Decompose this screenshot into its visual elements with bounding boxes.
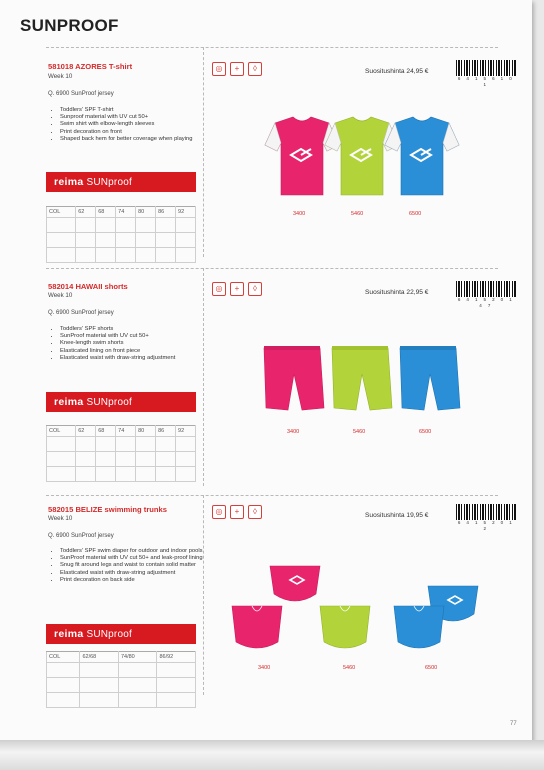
- size-cell: 86: [156, 207, 176, 218]
- product-week: Week 10: [48, 515, 73, 522]
- table-row: [47, 437, 196, 452]
- size-table: [46, 425, 196, 482]
- feature-item: • Toddlers' SPF swim diaper for outdoor and indoor pools: [60, 548, 210, 555]
- size-header-row: [47, 652, 196, 663]
- color-code: 6500: [425, 665, 438, 671]
- size-cell: 80: [136, 426, 156, 437]
- barcode-number: 6 4 1 5 2 0 1 4 7: [457, 297, 515, 308]
- price: Suositushinta 24,95 €: [365, 68, 429, 75]
- table-row: [47, 467, 196, 482]
- size-cell: 92: [176, 207, 196, 218]
- cross-icon: +: [230, 505, 244, 519]
- feature-item: • Elasticated waist with draw-string adjustment: [60, 355, 210, 362]
- color-code: 5460: [351, 211, 364, 217]
- table-row: [47, 678, 196, 693]
- feature-item: • Swim shirt with elbow-length sleeves: [60, 121, 210, 128]
- care-icons: [212, 62, 262, 76]
- trunks-lime-front: [320, 606, 370, 648]
- product-material: Q. 6900 SunProof jersey: [48, 533, 114, 539]
- reima-sunproof-logo: reima SUNproof: [46, 172, 196, 192]
- shorts-images: [262, 342, 472, 422]
- care-icons: [212, 505, 262, 519]
- table-row: [47, 452, 196, 467]
- table-row: [47, 218, 196, 233]
- feature-item: • SunProof material with UV cut 50+: [60, 333, 210, 340]
- feature-item: • Snug fit around legs and waist to contain solid matter: [60, 562, 210, 569]
- cross-icon: +: [230, 282, 244, 296]
- product-week: Week 10: [48, 73, 73, 80]
- barcode-number: 6 4 1 5 6 1 0 1: [457, 76, 515, 87]
- trunks-blue-front: [394, 606, 444, 648]
- size-cell: 74: [116, 207, 136, 218]
- product-material: Q. 6900 SunProof jersey: [48, 310, 114, 316]
- color-code: 5460: [353, 429, 366, 435]
- uv-icon: ◎: [212, 62, 226, 76]
- drop-icon: ◊: [248, 505, 262, 519]
- section-divider: [46, 495, 498, 496]
- size-cell: 68: [96, 207, 116, 218]
- size-cell: 62: [76, 207, 96, 218]
- feature-item: • Knee-length swim shorts: [60, 340, 210, 347]
- price: Suositushinta 19,95 €: [365, 512, 429, 519]
- size-table: [46, 206, 196, 263]
- size-cell: 92: [176, 426, 196, 437]
- price: Suositushinta 22,95 €: [365, 289, 429, 296]
- trunks-pink-back: [270, 566, 320, 601]
- product-title: 582015 BELIZE swimming trunks: [48, 505, 168, 514]
- tshirt-blue: [385, 117, 459, 195]
- cross-icon: +: [230, 62, 244, 76]
- swim-trunks-images: [230, 562, 480, 657]
- col-label: COL: [47, 652, 80, 663]
- size-cell: 86/92: [157, 652, 196, 663]
- shorts-pink: [264, 346, 324, 410]
- reima-sunproof-logo: reima SUNproof: [46, 624, 196, 644]
- drop-icon: ◊: [248, 62, 262, 76]
- color-code: 6500: [419, 429, 432, 435]
- section-divider: [46, 47, 498, 48]
- color-code: 3400: [293, 211, 306, 217]
- feature-list: [48, 326, 210, 362]
- tshirt-pink: [265, 117, 339, 195]
- col-label: COL: [47, 426, 76, 437]
- column-divider: [203, 268, 204, 486]
- product-material: Q. 6900 SunProof jersey: [48, 91, 114, 97]
- feature-item: • Print decoration on front: [60, 129, 210, 136]
- product-title: 582014 HAWAII shorts: [48, 282, 128, 291]
- size-header-row: [47, 207, 196, 218]
- feature-list: [48, 107, 210, 143]
- column-divider: [203, 47, 204, 257]
- barcode-number: 6 4 1 5 2 0 1 2: [457, 520, 515, 531]
- trunks-pink-front: [232, 606, 282, 648]
- page-number: 77: [510, 721, 517, 727]
- size-cell: 62/68: [80, 652, 119, 663]
- color-code: 5460: [343, 665, 356, 671]
- color-code: 3400: [287, 429, 300, 435]
- feature-item: • Elasticated lining on front piece: [60, 348, 210, 355]
- feature-item: • SunProof material with UV cut 50+ and leak-proof lining: [60, 555, 210, 562]
- size-cell: 74: [116, 426, 136, 437]
- reima-sunproof-logo: reima SUNproof: [46, 392, 196, 412]
- size-cell: 74/80: [118, 652, 157, 663]
- section-divider: [46, 268, 498, 269]
- care-icons: [212, 282, 262, 296]
- barcode: [456, 60, 516, 87]
- feature-list: [48, 548, 210, 584]
- size-header-row: [47, 426, 196, 437]
- feature-item: • Toddlers' SPF shorts: [60, 326, 210, 333]
- product-title: 581018 AZORES T-shirt: [48, 62, 133, 71]
- color-code: 6500: [409, 211, 422, 217]
- page-binding: [0, 740, 544, 770]
- barcode: [456, 504, 516, 531]
- shorts-blue: [400, 346, 460, 410]
- size-table: [46, 651, 196, 708]
- size-cell: 80: [136, 207, 156, 218]
- table-row: [47, 693, 196, 708]
- feature-item: • Sunproof material with UV cut 50+: [60, 114, 210, 121]
- table-row: [47, 233, 196, 248]
- feature-item: • Toddlers' SPF T-shirt: [60, 107, 210, 114]
- table-row: [47, 248, 196, 263]
- feature-item: • Shaped back hem for better coverage when playing: [60, 136, 210, 143]
- size-cell: 62: [76, 426, 96, 437]
- product-week: Week 10: [48, 292, 73, 299]
- page-title: SUNPROOF: [20, 16, 119, 35]
- size-cell: 68: [96, 426, 116, 437]
- col-label: COL: [47, 207, 76, 218]
- color-code: 3400: [258, 665, 271, 671]
- uv-icon: ◎: [212, 282, 226, 296]
- feature-item: • Elasticated waist with draw-string adjustment: [60, 570, 210, 577]
- drop-icon: ◊: [248, 282, 262, 296]
- barcode: [456, 281, 516, 308]
- tshirt-images: [255, 115, 470, 210]
- tshirt-lime: [325, 117, 399, 195]
- table-row: [47, 663, 196, 678]
- column-divider: [203, 495, 204, 695]
- size-cell: 86: [156, 426, 176, 437]
- feature-item: • Print decoration on back side: [60, 577, 210, 584]
- uv-icon: ◎: [212, 505, 226, 519]
- shorts-lime: [332, 346, 392, 410]
